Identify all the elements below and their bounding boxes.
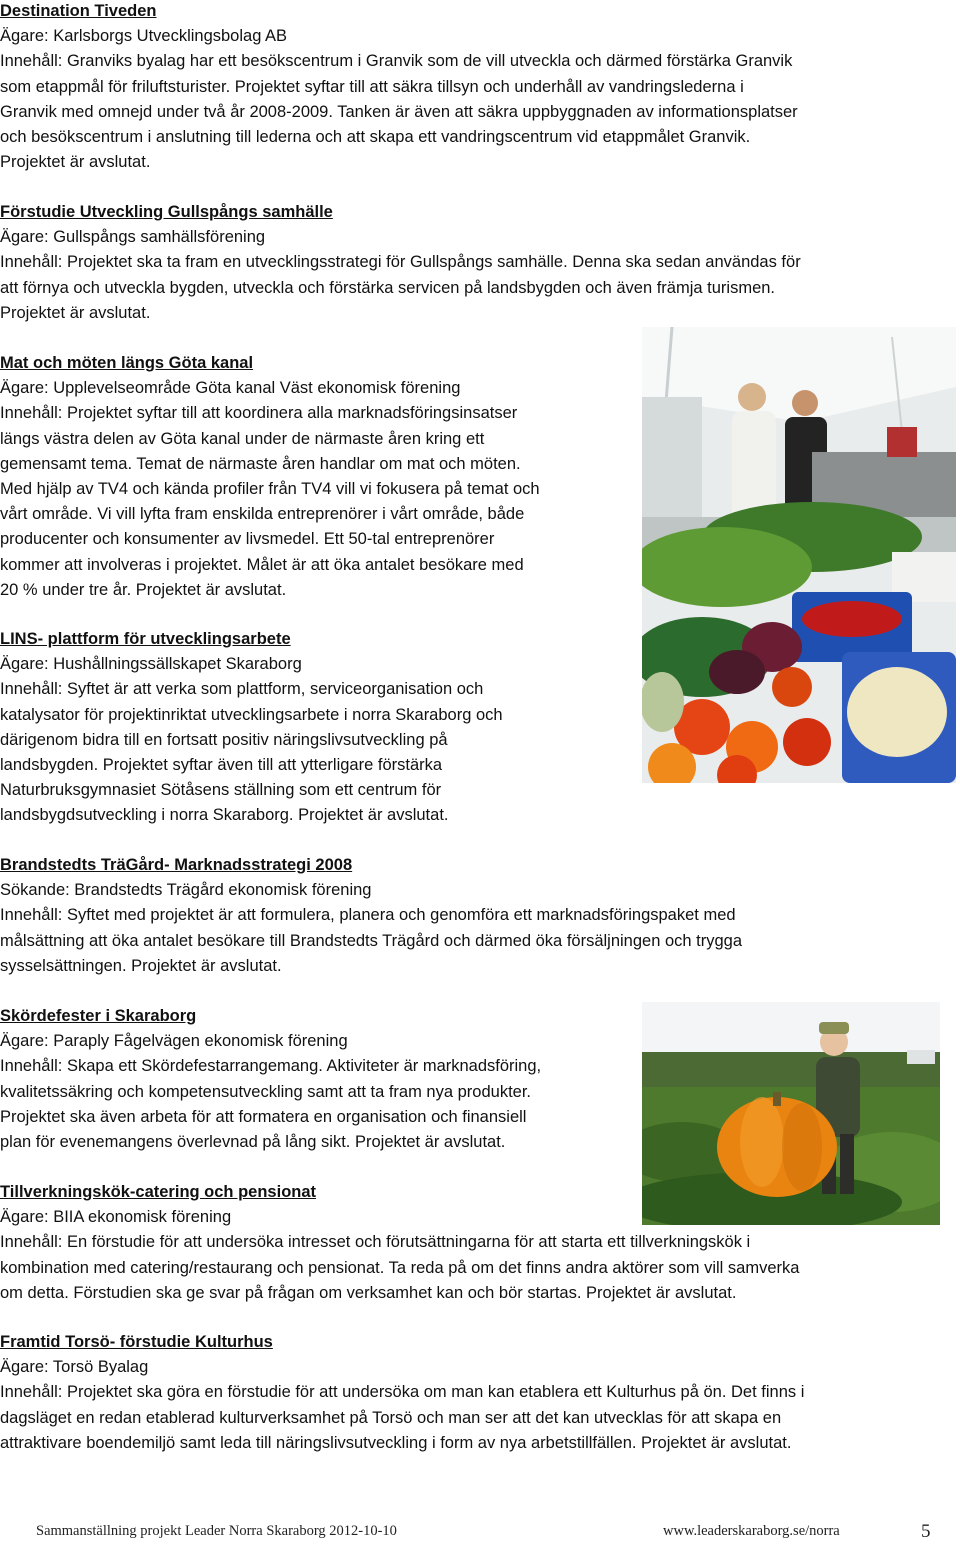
project-text-line: Naturbruksgymnasiet Sötåsens ställning som ett centrum för (0, 781, 442, 800)
market-vegetables-photo (642, 327, 956, 783)
project-text-line: Innehåll: Granviks byalag har ett besökscentrum i Granvik som de vill utveckla och därmed förstärka Granvik (0, 52, 793, 71)
project-owner: Sökande: Brandstedts Trägård ekonomisk förening (0, 881, 372, 900)
project-text-line: om detta. Förstudien ska ge svar på frågan om verksamhet kan och bör startas. Projektet är avslutat. (0, 1283, 737, 1302)
project-title: Mat och möten längs Göta kanal (0, 354, 254, 372)
child-pumpkin-photo (642, 1002, 940, 1225)
project-skordefester (0, 1004, 640, 1155)
project-title: Förstudie Utveckling Gullspångs samhälle (0, 203, 333, 221)
project-title: Tillverkningskök-catering och pensionat (0, 1183, 317, 1201)
project-text-line: sysselsättningen. Projektet är avslutat. (0, 956, 282, 975)
project-owner: Ägare: Karlsborgs Utvecklingsbolag AB (0, 27, 288, 46)
project-forstudie-gullspang (0, 200, 960, 326)
project-owner: Ägare: Paraply Fågelvägen ekonomisk förening (0, 1032, 348, 1051)
project-mat-och-moten (0, 351, 640, 603)
project-text-line: Innehåll: En förstudie för att undersöka intresset och förutsättningarna för att starta ett tillverkningskök i (0, 1233, 751, 1252)
project-text-line: kommer att involveras i projektet. Målet är att öka antalet besökare med (0, 555, 524, 574)
project-brandstedts-tragard (0, 853, 960, 979)
project-text-line: och besökscentrum i anslutning till lederna och att skapa ett vandringscentrum vid etappmålet Granvik. (0, 128, 751, 147)
project-text-line: attraktivare boendemiljö samt leda till näringslivsutveckling i form av nya arbetstillfällen. Projektet är avslutat. (0, 1433, 792, 1452)
project-text-line: Innehåll: Projektet ska ta fram en utvecklingsstrategi för Gullspångs samhälle. Denna ska sedan användas för (0, 253, 801, 272)
project-text-line: landsbygdsutveckling i norra Skaraborg. Projektet är avslutat. (0, 806, 449, 825)
project-owner: Ägare: Upplevelseområde Göta kanal Väst ekonomisk förening (0, 379, 461, 398)
project-owner: Ägare: Hushållningssällskapet Skaraborg (0, 655, 302, 674)
project-text-line: 20 % under tre år. Projektet är avslutat. (0, 580, 287, 599)
page-footer (36, 1521, 936, 1545)
project-text-line: som etappmål för friluftsturister. Projektet syftar till att säkra tillsyn och underhåll av vandringslederna i (0, 77, 744, 96)
project-text-line: plan för evenemangens överlevnad på lång sikt. Projektet är avslutat. (0, 1133, 506, 1152)
page-number: 5 (921, 1521, 931, 1542)
project-text-line: Projektet är avslutat. (0, 303, 151, 322)
project-text-line: katalysator för projektinriktat utvecklingsarbete i norra Skaraborg och (0, 705, 503, 724)
project-text-line: därigenom bidra till en fortsatt positiv näringslivsutveckling på (0, 730, 448, 749)
project-text-line: att förnya och utveckla bygden, utveckla och förstärka servicen på landsbygden och även främja turismen. (0, 278, 776, 297)
pumpkin-photo-illustration (642, 1002, 940, 1225)
project-title: LINS- plattform för utvecklingsarbete (0, 630, 291, 648)
project-text-line: kvalitetssäkring och kompetensutveckling samt att ta fram nya produkter. (0, 1082, 531, 1101)
footer-document-title: Sammanställning projekt Leader Norra Skaraborg 2012-10-10 (36, 1523, 397, 1539)
project-title: Destination Tiveden (0, 2, 157, 20)
project-text-line: längs västra delen av Göta kanal under de närmaste åren kring ett (0, 429, 485, 448)
project-text-line: gemensamt tema. Temat de närmaste åren handlar om mat och möten. (0, 454, 521, 473)
project-text-line: Med hjälp av TV4 och kända profiler från TV4 vill vi fokusera på temat och (0, 480, 540, 499)
project-text-line: landsbygden. Projektet syftar även till att ytterligare förstärka (0, 756, 443, 775)
project-owner: Ägare: Torsö Byalag (0, 1358, 149, 1377)
project-text-line: Granvik med omnejd under två år 2008-2009. Tanken är även att säkra uppbyggnaden av informationsplatser (0, 102, 798, 121)
project-text-line: producenter och konsumenter av livsmedel. Ett 50-tal entreprenörer (0, 530, 495, 549)
project-text-line: målsättning att öka antalet besökare till Brandstedts Trägård och därmed öka försäljningen och trygga (0, 931, 743, 950)
project-text-line: vårt område. Vi vill lyfta fram enskilda entreprenörer i vårt område, både (0, 505, 525, 524)
project-owner: Ägare: Gullspångs samhällsförening (0, 228, 266, 247)
project-text-line: Projektet är avslutat. (0, 153, 151, 172)
project-text-line: Innehåll: Syftet är att verka som plattform, serviceorganisation och (0, 680, 484, 699)
project-text-line: Innehåll: Projektet ska göra en förstudie för att undersöka om man kan etablera ett Kulturhus på ön. Det finns i (0, 1383, 805, 1402)
project-lins-plattform (0, 627, 640, 829)
project-destination-tiveden (0, 0, 960, 175)
project-text-line: kombination med catering/restaurang och pensionat. Ta reda på om det finns andra aktörer som vill samverka (0, 1258, 800, 1277)
project-title: Brandstedts TräGård- Marknadsstrategi 2008 (0, 856, 353, 874)
project-text-line: Innehåll: Projektet syftar till att koordinera alla marknadsföringsinsatser (0, 404, 518, 423)
footer-url-link[interactable]: www.leaderskaraborg.se/norra (663, 1523, 840, 1539)
project-text-line: dagsläget en redan etablerad kulturverksamhet på Torsö och man ser att det kan utvecklas för att skapa en (0, 1408, 782, 1427)
project-framtid-torso (0, 1330, 960, 1456)
market-photo-illustration (642, 327, 956, 783)
project-text-line: Projektet ska även arbeta för att formatera en organisation och finansiell (0, 1107, 527, 1126)
project-owner: Ägare: BIIA ekonomisk förening (0, 1208, 232, 1227)
project-title: Framtid Torsö- förstudie Kulturhus (0, 1333, 273, 1351)
project-text-line: Innehåll: Syftet med projektet är att formulera, planera och genomföra ett marknadsföringspaket med (0, 906, 736, 925)
project-text-line: Innehåll: Skapa ett Skördefestarrangemang. Aktiviteter är marknadsföring, (0, 1057, 542, 1076)
project-title: Skördefester i Skaraborg (0, 1007, 197, 1025)
